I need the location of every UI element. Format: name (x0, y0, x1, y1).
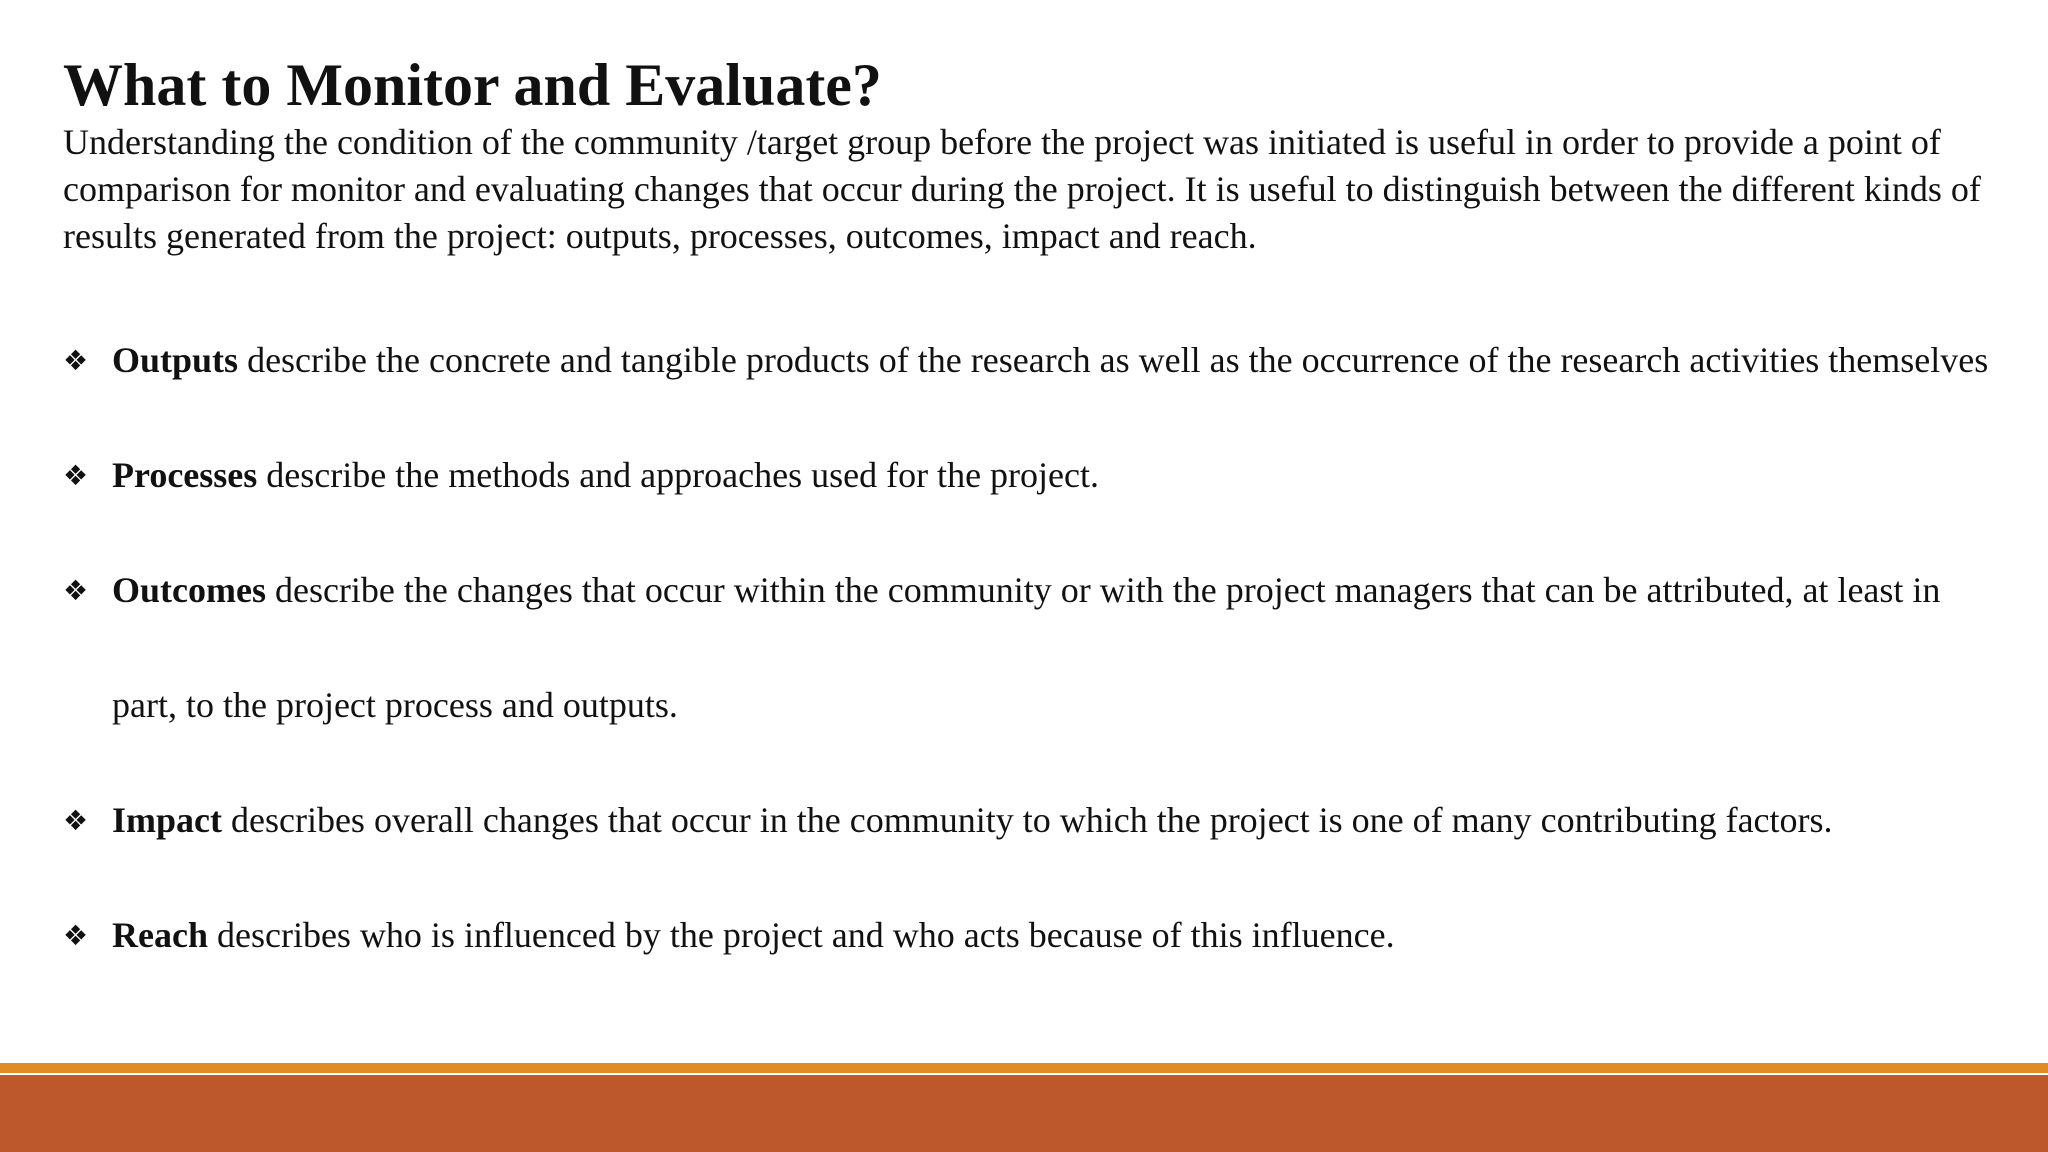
diamond-bullet-icon: ❖ (63, 459, 89, 492)
diamond-bullet-icon: ❖ (63, 804, 89, 837)
bullet-item-impact (63, 763, 2003, 878)
slide-title: What to Monitor and Evaluate? (63, 52, 882, 118)
diamond-bullet-icon: ❖ (63, 574, 89, 607)
footer-bar (0, 1075, 2048, 1152)
bullet-text: describe the concrete and tangible products of the research as well as the occurrence of the research activities themselves (238, 340, 1989, 380)
bullet-item-reach (63, 878, 2003, 993)
bullet-list (63, 303, 2003, 993)
bullet-term: Outcomes (112, 570, 266, 610)
bullet-term: Impact (112, 800, 222, 840)
bullet-text: describe the changes that occur within the community or with the project managers that can be attributed, at least in part, to the project process and outputs. (112, 570, 1941, 725)
diamond-bullet-icon: ❖ (63, 919, 89, 952)
bullet-text: describes who is influenced by the project and who acts because of this influence. (207, 915, 1395, 955)
bullet-item-outcomes (63, 533, 2003, 763)
footer-accent-line (0, 1063, 2048, 1073)
bullet-item-outputs (63, 303, 2003, 418)
intro-paragraph: Understanding the condition of the community /target group before the project was initiated is useful in order to provide a point of comparison for monitor and evaluating changes that occur during the project. It is useful to distinguish between the different kinds of results generated from the project: outputs, processes, outcomes, impact and reach. (63, 122, 1981, 256)
bullet-term: Reach (112, 915, 208, 955)
bullet-text: describes overall changes that occur in the community to which the project is one of many contributing factors. (222, 800, 1833, 840)
bullet-item-processes (63, 418, 2003, 533)
bullet-term: Outputs (112, 340, 239, 380)
bullet-text: describe the methods and approaches used for the project. (257, 455, 1099, 495)
bullet-term: Processes (112, 455, 258, 495)
diamond-bullet-icon: ❖ (63, 344, 89, 377)
